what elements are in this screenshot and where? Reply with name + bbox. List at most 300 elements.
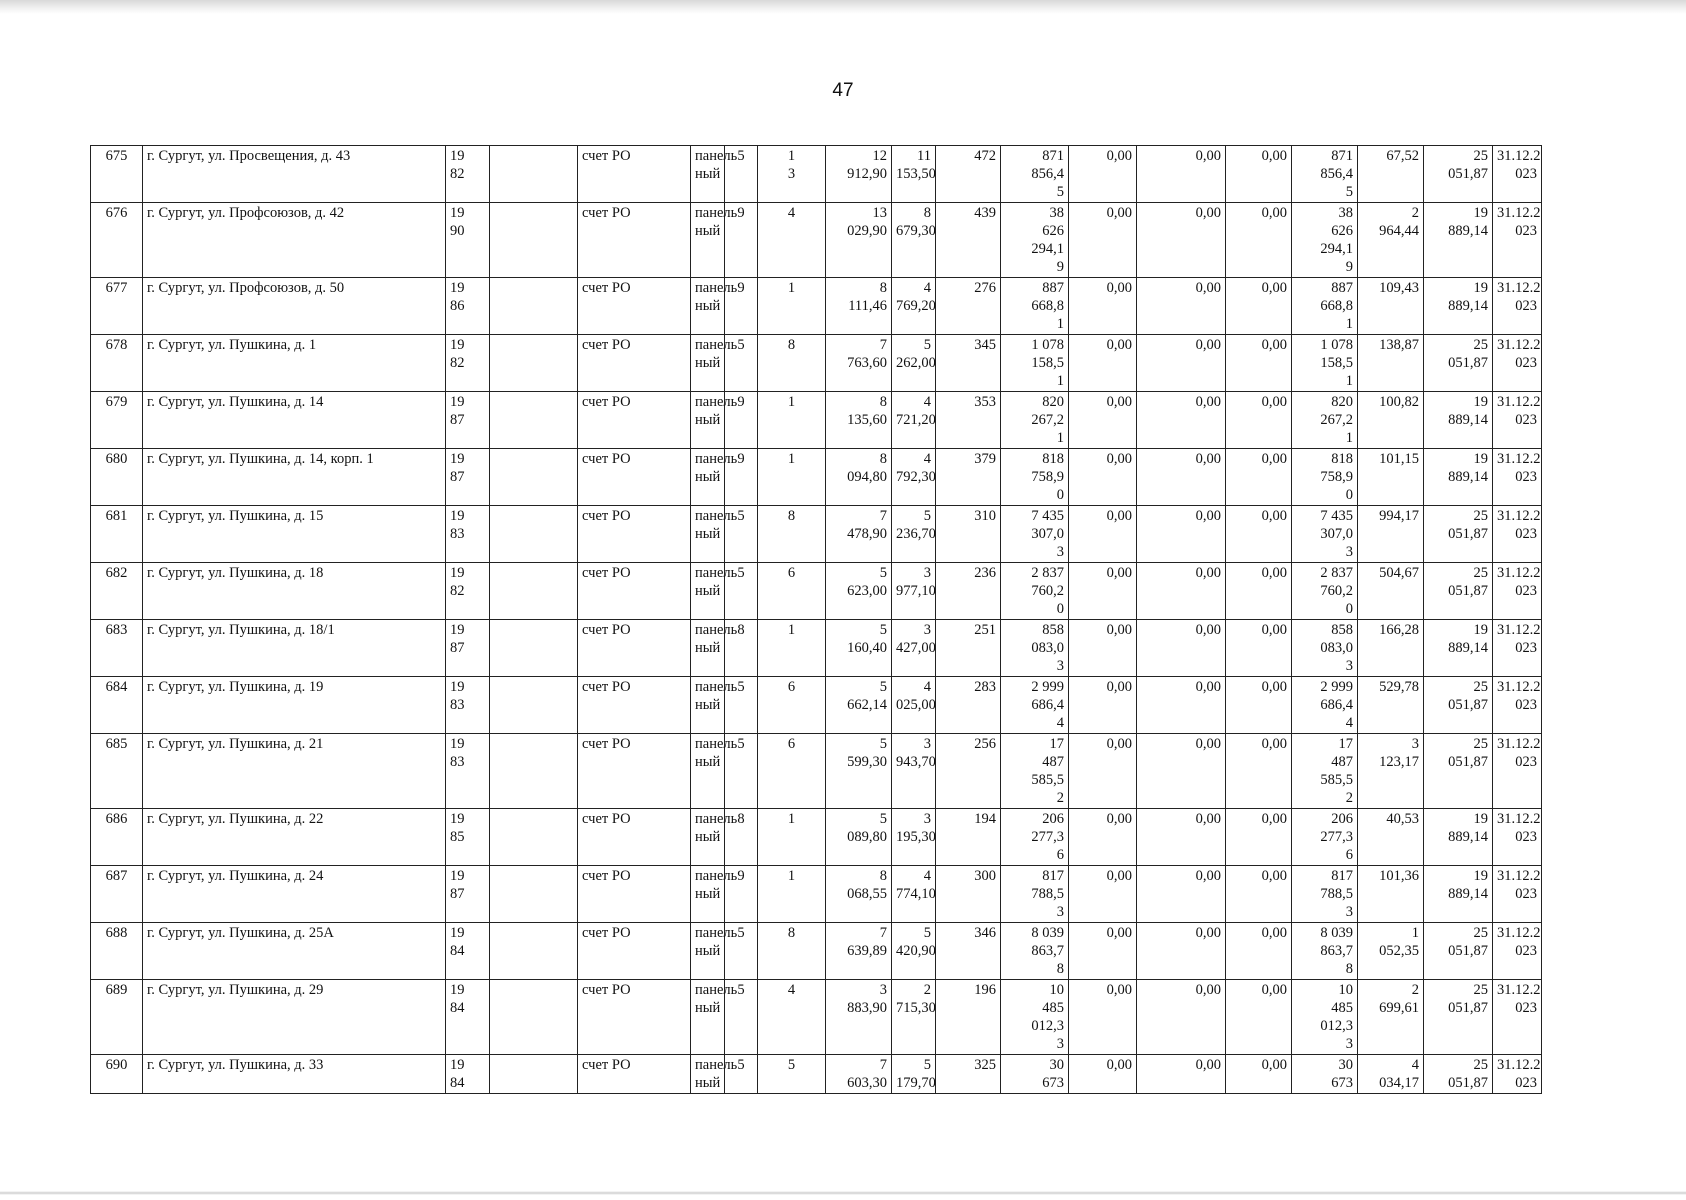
cost-limit-cell: 25 051,87 — [1424, 1055, 1493, 1094]
total-cost-cell: 2 837 760,2 0 — [1001, 563, 1069, 620]
year-cell: 19 87 — [446, 392, 490, 449]
living-area-cell: 3 427,00 — [892, 620, 936, 677]
year-cell: 19 86 — [446, 278, 490, 335]
empty-cell — [490, 278, 578, 335]
funding-1-cell: 0,00 — [1069, 563, 1137, 620]
address-cell: г. Сургут, ул. Пушкина, д. 24 — [143, 866, 446, 923]
total-cost-cell: 30 673 — [1001, 1055, 1069, 1094]
total-cost-cell: 858 083,0 3 — [1001, 620, 1069, 677]
residents-cell: 325 — [936, 1055, 1001, 1094]
fund-method-cell: счет РО — [578, 392, 691, 449]
table-row — [91, 620, 1542, 677]
empty-cell — [490, 866, 578, 923]
entrances-cell: 8 — [758, 506, 826, 563]
owners-cost-cell: 2 837 760,2 0 — [1292, 563, 1358, 620]
total-cost-cell: 8 039 863,7 8 — [1001, 923, 1069, 980]
deadline-cell: 31.12.2 023 — [1493, 449, 1542, 506]
owners-cost-cell: 817 788,5 3 — [1292, 866, 1358, 923]
owners-cost-cell: 2 999 686,4 4 — [1292, 677, 1358, 734]
empty-cell — [490, 980, 578, 1055]
wall-material-cell: панель ный — [691, 146, 725, 203]
fund-method-cell: счет РО — [578, 1055, 691, 1094]
residents-cell: 439 — [936, 203, 1001, 278]
cost-limit-cell: 25 051,87 — [1424, 677, 1493, 734]
floors-cell: 5 — [725, 335, 758, 392]
year-cell: 19 82 — [446, 146, 490, 203]
funding-2-cell: 0,00 — [1137, 677, 1226, 734]
empty-cell — [490, 392, 578, 449]
empty-cell — [490, 563, 578, 620]
address-cell: г. Сургут, ул. Пушкина, д. 18 — [143, 563, 446, 620]
table-row — [91, 923, 1542, 980]
deadline-cell: 31.12.2 023 — [1493, 620, 1542, 677]
funding-3-cell: 0,00 — [1226, 734, 1292, 809]
residents-cell: 236 — [936, 563, 1001, 620]
row-number-cell: 684 — [91, 677, 143, 734]
funding-2-cell: 0,00 — [1137, 1055, 1226, 1094]
residents-cell: 196 — [936, 980, 1001, 1055]
living-area-cell: 5 420,90 — [892, 923, 936, 980]
cost-per-sqm-cell: 2 964,44 — [1358, 203, 1424, 278]
total-area-cell: 7 763,60 — [826, 335, 892, 392]
year-cell: 19 87 — [446, 449, 490, 506]
table-row — [91, 980, 1542, 1055]
owners-cost-cell: 30 673 — [1292, 1055, 1358, 1094]
table-body — [91, 146, 1542, 1094]
funding-3-cell: 0,00 — [1226, 449, 1292, 506]
total-area-cell: 5 089,80 — [826, 809, 892, 866]
address-cell: г. Сургут, ул. Пушкина, д. 25А — [143, 923, 446, 980]
total-area-cell: 5 599,30 — [826, 734, 892, 809]
funding-3-cell: 0,00 — [1226, 620, 1292, 677]
deadline-cell: 31.12.2 023 — [1493, 980, 1542, 1055]
address-cell: г. Сургут, ул. Пушкина, д. 21 — [143, 734, 446, 809]
entrances-cell: 1 — [758, 449, 826, 506]
table-row — [91, 1055, 1542, 1094]
cost-limit-cell: 25 051,87 — [1424, 335, 1493, 392]
residents-cell: 472 — [936, 146, 1001, 203]
funding-2-cell: 0,00 — [1137, 392, 1226, 449]
funding-1-cell: 0,00 — [1069, 392, 1137, 449]
floors-cell: 8 — [725, 620, 758, 677]
scan-top-edge — [0, 0, 1686, 14]
cost-per-sqm-cell: 3 123,17 — [1358, 734, 1424, 809]
funding-1-cell: 0,00 — [1069, 866, 1137, 923]
funding-1-cell: 0,00 — [1069, 335, 1137, 392]
living-area-cell: 4 792,30 — [892, 449, 936, 506]
cost-per-sqm-cell: 101,15 — [1358, 449, 1424, 506]
cost-limit-cell: 19 889,14 — [1424, 203, 1493, 278]
year-cell: 19 87 — [446, 620, 490, 677]
wall-material-cell: панель ный — [691, 677, 725, 734]
fund-method-cell: счет РО — [578, 980, 691, 1055]
wall-material-cell: панель ный — [691, 506, 725, 563]
deadline-cell: 31.12.2 023 — [1493, 1055, 1542, 1094]
fund-method-cell: счет РО — [578, 335, 691, 392]
funding-2-cell: 0,00 — [1137, 146, 1226, 203]
empty-cell — [490, 203, 578, 278]
funding-1-cell: 0,00 — [1069, 620, 1137, 677]
row-number-cell: 680 — [91, 449, 143, 506]
address-cell: г. Сургут, ул. Профсоюзов, д. 50 — [143, 278, 446, 335]
living-area-cell: 5 262,00 — [892, 335, 936, 392]
housing-registry-table — [90, 145, 1542, 1094]
residents-cell: 346 — [936, 923, 1001, 980]
deadline-cell: 31.12.2 023 — [1493, 809, 1542, 866]
table-row — [91, 677, 1542, 734]
cost-limit-cell: 25 051,87 — [1424, 923, 1493, 980]
cost-per-sqm-cell: 994,17 — [1358, 506, 1424, 563]
residents-cell: 256 — [936, 734, 1001, 809]
wall-material-cell: панель ный — [691, 335, 725, 392]
empty-cell — [490, 734, 578, 809]
funding-1-cell: 0,00 — [1069, 146, 1137, 203]
funding-1-cell: 0,00 — [1069, 278, 1137, 335]
living-area-cell: 4 025,00 — [892, 677, 936, 734]
address-cell: г. Сургут, ул. Пушкина, д. 14 — [143, 392, 446, 449]
deadline-cell: 31.12.2 023 — [1493, 677, 1542, 734]
owners-cost-cell: 858 083,0 3 — [1292, 620, 1358, 677]
row-number-cell: 675 — [91, 146, 143, 203]
deadline-cell: 31.12.2 023 — [1493, 278, 1542, 335]
funding-2-cell: 0,00 — [1137, 980, 1226, 1055]
funding-3-cell: 0,00 — [1226, 923, 1292, 980]
floors-cell: 5 — [725, 677, 758, 734]
floors-cell: 5 — [725, 146, 758, 203]
wall-material-cell: панель ный — [691, 809, 725, 866]
cost-limit-cell: 25 051,87 — [1424, 506, 1493, 563]
year-cell: 19 82 — [446, 563, 490, 620]
wall-material-cell: панель ный — [691, 980, 725, 1055]
row-number-cell: 685 — [91, 734, 143, 809]
owners-cost-cell: 8 039 863,7 8 — [1292, 923, 1358, 980]
floors-cell: 9 — [725, 203, 758, 278]
living-area-cell: 11 153,50 — [892, 146, 936, 203]
living-area-cell: 4 769,20 — [892, 278, 936, 335]
residents-cell: 251 — [936, 620, 1001, 677]
wall-material-cell: панель ный — [691, 1055, 725, 1094]
funding-1-cell: 0,00 — [1069, 1055, 1137, 1094]
funding-2-cell: 0,00 — [1137, 449, 1226, 506]
fund-method-cell: счет РО — [578, 506, 691, 563]
funding-3-cell: 0,00 — [1226, 278, 1292, 335]
deadline-cell: 31.12.2 023 — [1493, 335, 1542, 392]
fund-method-cell: счет РО — [578, 146, 691, 203]
living-area-cell: 3 977,10 — [892, 563, 936, 620]
deadline-cell: 31.12.2 023 — [1493, 923, 1542, 980]
scan-bottom-edge — [0, 1191, 1686, 1195]
row-number-cell: 688 — [91, 923, 143, 980]
total-area-cell: 7 603,30 — [826, 1055, 892, 1094]
funding-1-cell: 0,00 — [1069, 506, 1137, 563]
row-number-cell: 690 — [91, 1055, 143, 1094]
entrances-cell: 8 — [758, 923, 826, 980]
entrances-cell: 1 — [758, 866, 826, 923]
living-area-cell: 3 195,30 — [892, 809, 936, 866]
table-row — [91, 506, 1542, 563]
address-cell: г. Сургут, ул. Просвещения, д. 43 — [143, 146, 446, 203]
funding-1-cell: 0,00 — [1069, 809, 1137, 866]
floors-cell: 9 — [725, 449, 758, 506]
row-number-cell: 677 — [91, 278, 143, 335]
funding-2-cell: 0,00 — [1137, 563, 1226, 620]
entrances-cell: 1 — [758, 278, 826, 335]
total-area-cell: 13 029,90 — [826, 203, 892, 278]
residents-cell: 345 — [936, 335, 1001, 392]
cost-limit-cell: 25 051,87 — [1424, 980, 1493, 1055]
total-area-cell: 5 662,14 — [826, 677, 892, 734]
living-area-cell: 2 715,30 — [892, 980, 936, 1055]
deadline-cell: 31.12.2 023 — [1493, 392, 1542, 449]
total-cost-cell: 817 788,5 3 — [1001, 866, 1069, 923]
residents-cell: 283 — [936, 677, 1001, 734]
total-area-cell: 8 111,46 — [826, 278, 892, 335]
table-row — [91, 146, 1542, 203]
empty-cell — [490, 506, 578, 563]
funding-2-cell: 0,00 — [1137, 734, 1226, 809]
wall-material-cell: панель ный — [691, 620, 725, 677]
fund-method-cell: счет РО — [578, 866, 691, 923]
row-number-cell: 683 — [91, 620, 143, 677]
table-row — [91, 449, 1542, 506]
funding-2-cell: 0,00 — [1137, 809, 1226, 866]
address-cell: г. Сургут, ул. Пушкина, д. 22 — [143, 809, 446, 866]
funding-2-cell: 0,00 — [1137, 203, 1226, 278]
empty-cell — [490, 449, 578, 506]
deadline-cell: 31.12.2 023 — [1493, 734, 1542, 809]
entrances-cell: 6 — [758, 563, 826, 620]
total-cost-cell: 206 277,3 6 — [1001, 809, 1069, 866]
owners-cost-cell: 17 487 585,5 2 — [1292, 734, 1358, 809]
funding-3-cell: 0,00 — [1226, 335, 1292, 392]
entrances-cell: 6 — [758, 734, 826, 809]
entrances-cell: 6 — [758, 677, 826, 734]
funding-2-cell: 0,00 — [1137, 620, 1226, 677]
cost-per-sqm-cell: 100,82 — [1358, 392, 1424, 449]
funding-1-cell: 0,00 — [1069, 677, 1137, 734]
funding-1-cell: 0,00 — [1069, 449, 1137, 506]
floors-cell: 5 — [725, 1055, 758, 1094]
fund-method-cell: счет РО — [578, 203, 691, 278]
funding-3-cell: 0,00 — [1226, 809, 1292, 866]
total-area-cell: 8 094,80 — [826, 449, 892, 506]
deadline-cell: 31.12.2 023 — [1493, 146, 1542, 203]
empty-cell — [490, 1055, 578, 1094]
total-cost-cell: 887 668,8 1 — [1001, 278, 1069, 335]
address-cell: г. Сургут, ул. Пушкина, д. 33 — [143, 1055, 446, 1094]
page-number: 47 — [832, 80, 854, 101]
owners-cost-cell: 818 758,9 0 — [1292, 449, 1358, 506]
funding-2-cell: 0,00 — [1137, 278, 1226, 335]
total-area-cell: 5 160,40 — [826, 620, 892, 677]
wall-material-cell: панель ный — [691, 563, 725, 620]
row-number-cell: 686 — [91, 809, 143, 866]
cost-per-sqm-cell: 40,53 — [1358, 809, 1424, 866]
address-cell: г. Сургут, ул. Пушкина, д. 29 — [143, 980, 446, 1055]
year-cell: 19 87 — [446, 866, 490, 923]
funding-2-cell: 0,00 — [1137, 506, 1226, 563]
deadline-cell: 31.12.2 023 — [1493, 506, 1542, 563]
funding-2-cell: 0,00 — [1137, 335, 1226, 392]
cost-per-sqm-cell: 101,36 — [1358, 866, 1424, 923]
year-cell: 19 84 — [446, 1055, 490, 1094]
total-area-cell: 7 478,90 — [826, 506, 892, 563]
funding-3-cell: 0,00 — [1226, 980, 1292, 1055]
row-number-cell: 678 — [91, 335, 143, 392]
table-row — [91, 392, 1542, 449]
floors-cell: 5 — [725, 563, 758, 620]
residents-cell: 379 — [936, 449, 1001, 506]
table-row — [91, 335, 1542, 392]
address-cell: г. Сургут, ул. Пушкина, д. 18/1 — [143, 620, 446, 677]
year-cell: 19 84 — [446, 980, 490, 1055]
residents-cell: 300 — [936, 866, 1001, 923]
cost-limit-cell: 19 889,14 — [1424, 809, 1493, 866]
floors-cell: 9 — [725, 278, 758, 335]
cost-per-sqm-cell: 166,28 — [1358, 620, 1424, 677]
entrances-cell: 4 — [758, 980, 826, 1055]
entrances-cell: 4 — [758, 203, 826, 278]
total-area-cell: 8 135,60 — [826, 392, 892, 449]
entrances-cell: 1 — [758, 809, 826, 866]
total-cost-cell: 2 999 686,4 4 — [1001, 677, 1069, 734]
fund-method-cell: счет РО — [578, 809, 691, 866]
table-row — [91, 278, 1542, 335]
floors-cell: 5 — [725, 734, 758, 809]
wall-material-cell: панель ный — [691, 866, 725, 923]
total-area-cell: 8 068,55 — [826, 866, 892, 923]
total-cost-cell: 38 626 294,1 9 — [1001, 203, 1069, 278]
fund-method-cell: счет РО — [578, 278, 691, 335]
owners-cost-cell: 7 435 307,0 3 — [1292, 506, 1358, 563]
total-area-cell: 7 639,89 — [826, 923, 892, 980]
deadline-cell: 31.12.2 023 — [1493, 866, 1542, 923]
empty-cell — [490, 146, 578, 203]
year-cell: 19 83 — [446, 677, 490, 734]
year-cell: 19 82 — [446, 335, 490, 392]
cost-per-sqm-cell: 504,67 — [1358, 563, 1424, 620]
cost-limit-cell: 19 889,14 — [1424, 449, 1493, 506]
residents-cell: 353 — [936, 392, 1001, 449]
owners-cost-cell: 1 078 158,5 1 — [1292, 335, 1358, 392]
floors-cell: 8 — [725, 809, 758, 866]
table-row — [91, 734, 1542, 809]
total-area-cell: 12 912,90 — [826, 146, 892, 203]
empty-cell — [490, 677, 578, 734]
owners-cost-cell: 820 267,2 1 — [1292, 392, 1358, 449]
cost-limit-cell: 19 889,14 — [1424, 278, 1493, 335]
wall-material-cell: панель ный — [691, 449, 725, 506]
funding-3-cell: 0,00 — [1226, 677, 1292, 734]
funding-3-cell: 0,00 — [1226, 866, 1292, 923]
living-area-cell: 4 774,10 — [892, 866, 936, 923]
address-cell: г. Сургут, ул. Профсоюзов, д. 42 — [143, 203, 446, 278]
deadline-cell: 31.12.2 023 — [1493, 203, 1542, 278]
funding-1-cell: 0,00 — [1069, 980, 1137, 1055]
fund-method-cell: счет РО — [578, 677, 691, 734]
funding-1-cell: 0,00 — [1069, 923, 1137, 980]
funding-1-cell: 0,00 — [1069, 203, 1137, 278]
residents-cell: 194 — [936, 809, 1001, 866]
table-row — [91, 809, 1542, 866]
row-number-cell: 682 — [91, 563, 143, 620]
cost-per-sqm-cell: 67,52 — [1358, 146, 1424, 203]
funding-1-cell: 0,00 — [1069, 734, 1137, 809]
cost-per-sqm-cell: 2 699,61 — [1358, 980, 1424, 1055]
entrances-cell: 8 — [758, 335, 826, 392]
cost-limit-cell: 19 889,14 — [1424, 866, 1493, 923]
total-cost-cell: 1 078 158,5 1 — [1001, 335, 1069, 392]
empty-cell — [490, 809, 578, 866]
entrances-cell: 5 — [758, 1055, 826, 1094]
funding-3-cell: 0,00 — [1226, 563, 1292, 620]
owners-cost-cell: 10 485 012,3 3 — [1292, 980, 1358, 1055]
residents-cell: 310 — [936, 506, 1001, 563]
living-area-cell: 3 943,70 — [892, 734, 936, 809]
total-area-cell: 5 623,00 — [826, 563, 892, 620]
total-cost-cell: 820 267,2 1 — [1001, 392, 1069, 449]
row-number-cell: 676 — [91, 203, 143, 278]
owners-cost-cell: 38 626 294,1 9 — [1292, 203, 1358, 278]
cost-per-sqm-cell: 109,43 — [1358, 278, 1424, 335]
address-cell: г. Сургут, ул. Пушкина, д. 15 — [143, 506, 446, 563]
row-number-cell: 687 — [91, 866, 143, 923]
funding-3-cell: 0,00 — [1226, 1055, 1292, 1094]
funding-2-cell: 0,00 — [1137, 923, 1226, 980]
wall-material-cell: панель ный — [691, 278, 725, 335]
fund-method-cell: счет РО — [578, 563, 691, 620]
cost-limit-cell: 25 051,87 — [1424, 734, 1493, 809]
funding-3-cell: 0,00 — [1226, 506, 1292, 563]
total-cost-cell: 10 485 012,3 3 — [1001, 980, 1069, 1055]
fund-method-cell: счет РО — [578, 620, 691, 677]
cost-limit-cell: 25 051,87 — [1424, 563, 1493, 620]
year-cell: 19 85 — [446, 809, 490, 866]
address-cell: г. Сургут, ул. Пушкина, д. 19 — [143, 677, 446, 734]
cost-per-sqm-cell: 4 034,17 — [1358, 1055, 1424, 1094]
fund-method-cell: счет РО — [578, 923, 691, 980]
deadline-cell: 31.12.2 023 — [1493, 563, 1542, 620]
funding-3-cell: 0,00 — [1226, 392, 1292, 449]
year-cell: 19 83 — [446, 734, 490, 809]
wall-material-cell: панель ный — [691, 392, 725, 449]
funding-3-cell: 0,00 — [1226, 203, 1292, 278]
table-row — [91, 563, 1542, 620]
funding-3-cell: 0,00 — [1226, 146, 1292, 203]
living-area-cell: 5 236,70 — [892, 506, 936, 563]
total-cost-cell: 17 487 585,5 2 — [1001, 734, 1069, 809]
empty-cell — [490, 335, 578, 392]
row-number-cell: 681 — [91, 506, 143, 563]
living-area-cell: 4 721,20 — [892, 392, 936, 449]
living-area-cell: 5 179,70 — [892, 1055, 936, 1094]
cost-limit-cell: 25 051,87 — [1424, 146, 1493, 203]
wall-material-cell: панель ный — [691, 923, 725, 980]
wall-material-cell: панель ный — [691, 734, 725, 809]
floors-cell: 5 — [725, 506, 758, 563]
empty-cell — [490, 620, 578, 677]
residents-cell: 276 — [936, 278, 1001, 335]
living-area-cell: 8 679,30 — [892, 203, 936, 278]
owners-cost-cell: 887 668,8 1 — [1292, 278, 1358, 335]
address-cell: г. Сургут, ул. Пушкина, д. 1 — [143, 335, 446, 392]
year-cell: 19 83 — [446, 506, 490, 563]
entrances-cell: 1 — [758, 392, 826, 449]
table-row — [91, 203, 1542, 278]
fund-method-cell: счет РО — [578, 734, 691, 809]
row-number-cell: 689 — [91, 980, 143, 1055]
total-area-cell: 3 883,90 — [826, 980, 892, 1055]
